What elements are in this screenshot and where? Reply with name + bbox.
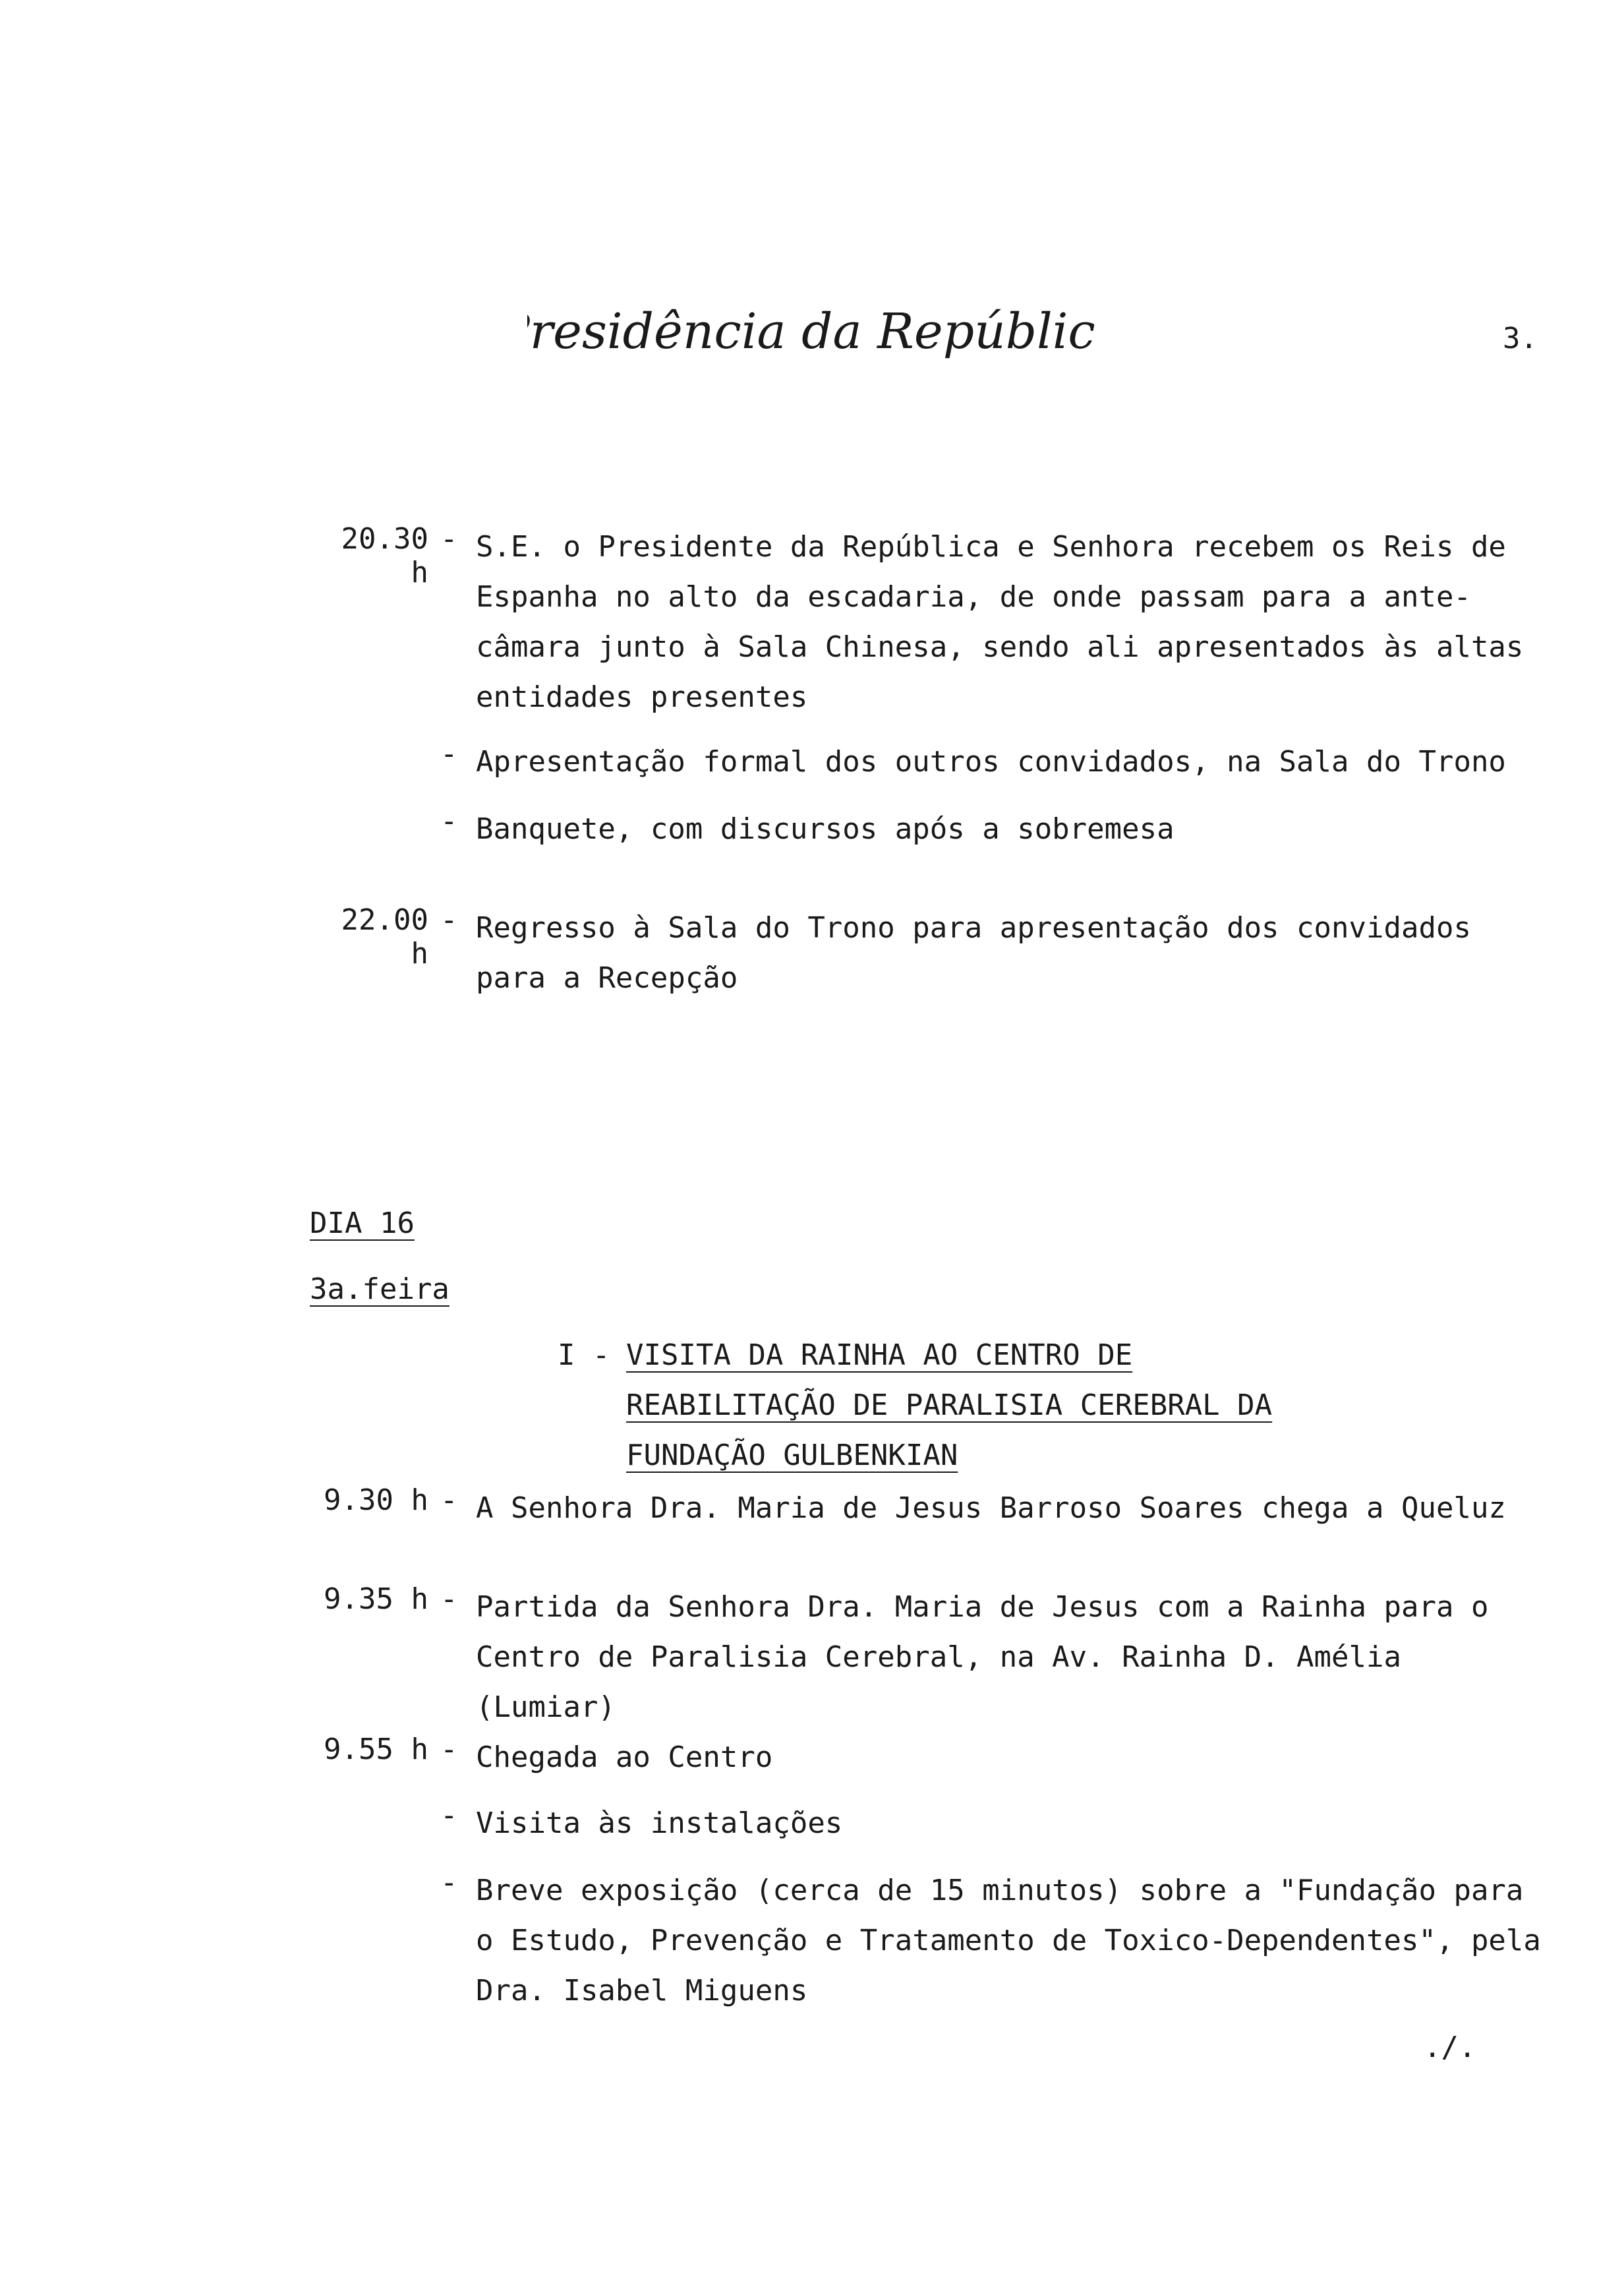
entry-time: 9.35 h <box>324 1582 428 1616</box>
entry-dash: - <box>440 1483 458 1517</box>
entry-dash: - <box>440 1798 458 1832</box>
entry-dash: - <box>440 804 458 838</box>
continuation-mark: ./. <box>1424 2031 1476 2064</box>
entry-text: Apresentação formal dos outros convidados, na Sala do Trono <box>476 745 1506 779</box>
section-number: I - <box>558 1338 610 1372</box>
entry-text: Chegada ao Centro <box>476 1740 773 1774</box>
entry-text: Partida da Senhora Dra. Maria de Jesus com a Rainha para o Centro de Paralisia Cerebral, na Av. Rainha D. Amélia (Lumiar) <box>476 1590 1489 1724</box>
entry-dash: - <box>440 1866 458 1899</box>
entry-dash: - <box>440 903 458 937</box>
letterhead-text: Presidência da República <box>527 303 1094 360</box>
entry-text: Regresso à Sala do Trono para apresentação dos convidados para a Recepção <box>476 911 1471 995</box>
entry-text: Banquete, com discursos após a sobremesa <box>476 812 1174 846</box>
letterhead-script <box>527 277 1094 389</box>
day-label: DIA 16 <box>310 1206 415 1240</box>
entry-time: 22.00 h <box>341 903 428 970</box>
weekday-label: 3a.feira <box>310 1272 450 1306</box>
entry-time: 9.30 h <box>324 1483 428 1517</box>
entry-dash: - <box>440 737 458 771</box>
entry-text: A Senhora Dra. Maria de Jesus Barroso Soares chega a Queluz <box>476 1491 1506 1525</box>
entry-dash: - <box>440 1733 458 1766</box>
entry-text: Visita às instalações <box>476 1806 843 1840</box>
entry-time: 9.55 h <box>324 1733 428 1766</box>
entry-text: S.E. o Presidente da República e Senhora recebem os Reis de Espanha no alto da escadaria, de onde passam para a ante-câmara junto à Sala Chinesa, sendo ali apresentados às altas entidades presentes <box>476 530 1524 714</box>
letterhead <box>527 277 1094 389</box>
section-title: VISITA DA RAINHA AO CENTRO DE REABILITAÇÃO DE PARALISIA CEREBRAL DA FUNDAÇÃO GULBENKIAN <box>626 1338 1273 1472</box>
entry-dash: - <box>440 1582 458 1616</box>
entry-time: 20.30 h <box>341 522 428 589</box>
page-number: 3. <box>1503 322 1538 355</box>
entry-dash: - <box>440 522 458 556</box>
entry-text: Breve exposição (cerca de 15 minutos) sobre a "Fundação para o Estudo, Prevenção e Tratamento de Toxico-Dependentes", pela Dra. Isabel Miguens <box>476 1874 1541 2007</box>
